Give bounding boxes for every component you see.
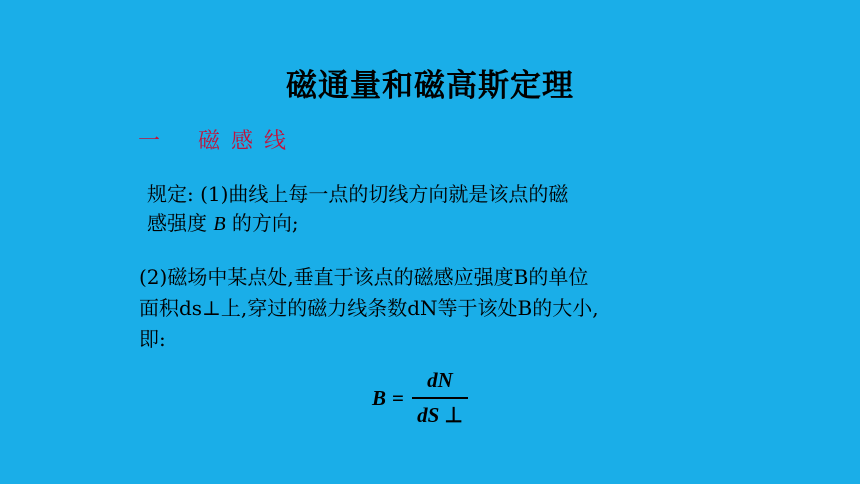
paragraph-2-line-1: (2)磁场中某点处,垂直于该点的磁感应强度B的单位 <box>139 265 589 289</box>
definition-paragraph-1 <box>147 180 707 239</box>
formula-numerator: dN <box>427 368 453 392</box>
definition-line-2-post: 的方向; <box>225 211 299 235</box>
definition-line-2-pre: 感强度 <box>147 211 214 235</box>
section-heading: 一 磁 感 线 <box>138 129 288 154</box>
paragraph-2-line-3: 即: <box>139 327 166 351</box>
formula-denominator <box>417 399 463 428</box>
formula-equals: = <box>392 385 404 410</box>
slide-title: 磁通量和磁高斯定理 <box>286 68 574 104</box>
formula-fraction <box>412 368 468 428</box>
formula-denominator-var: dS <box>417 403 440 427</box>
perpendicular-symbol: ⊥ <box>439 403 463 427</box>
definition-paragraph-2 <box>139 262 739 355</box>
definition-line-1: 规定: (1)曲线上每一点的切线方向就是该点的磁 <box>147 182 569 206</box>
symbol-b: B <box>213 213 226 235</box>
definition-line-2 <box>147 209 707 239</box>
paragraph-2-line-2: 面积ds⊥上,穿过的磁力线条数dN等于该处B的大小, <box>139 296 599 320</box>
formula-lhs: B <box>372 385 387 410</box>
flux-density-formula <box>372 368 468 428</box>
